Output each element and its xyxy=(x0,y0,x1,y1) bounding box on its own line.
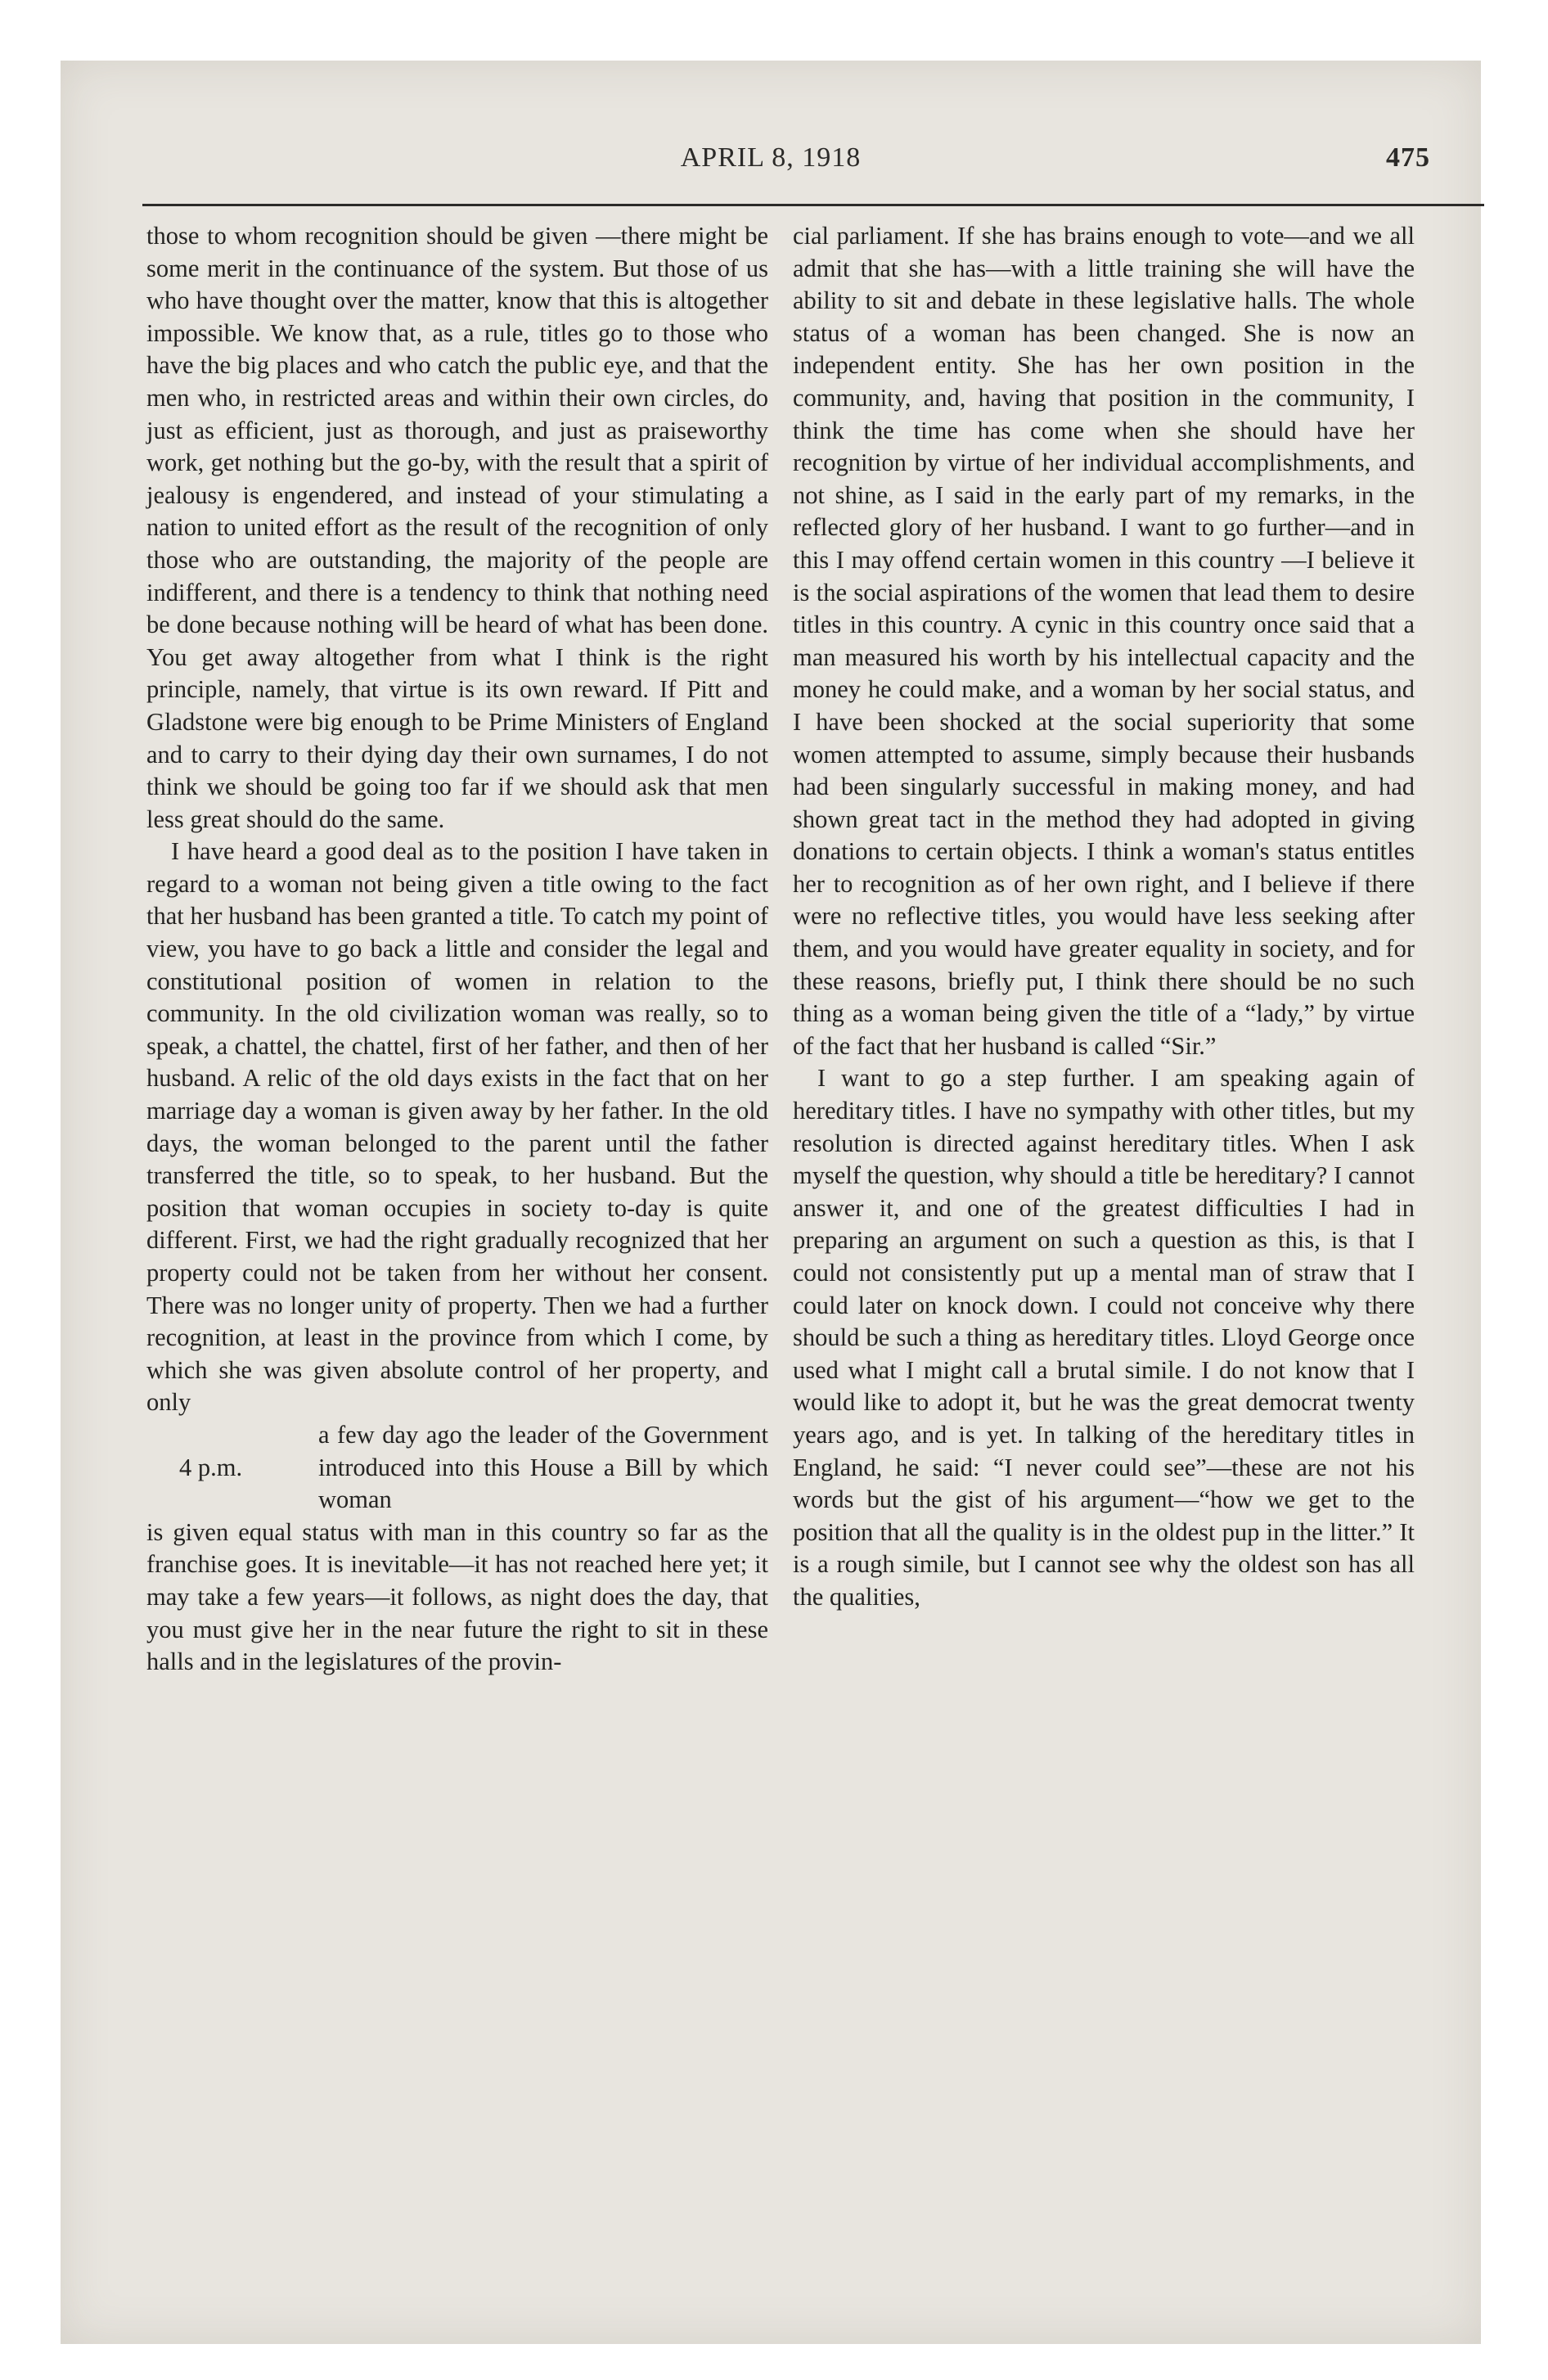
running-head xyxy=(61,142,1481,175)
time-marker-gutter xyxy=(146,1419,318,1517)
scanned-page xyxy=(61,61,1481,2344)
left-paragraph-1: those to whom recognition should be given —there might be some merit in the continuance of the system. But those of us who have thought over the matter, know that this is altogether impossible. We know that, as a rule, titles go to those who have the big places and who catch the public eye, and that the men who, in restricted areas and within their own circles, do just as efficient, just as thorough, and just as praiseworthy work, get nothing but the go-by, with the result that a spirit of jealousy is engendered, and instead of your stimulating a nation to united effort as the result of the recognition of only those who are outstanding, the majority of the people are indifferent, and there is a tendency to think that nothing need be done because nothing will be heard of what has been done. You get away altogether from what I think is the right principle, namely, that virtue is its own reward. If Pitt and Gladstone were big enough to be Prime Ministers of England and to carry to their dying day their own surnames, I do not think we should be going too far if we should ask that men less great should do the same. xyxy=(146,222,768,833)
time-marker: 4 p.m. xyxy=(179,1453,243,1481)
right-column xyxy=(793,220,1415,1614)
left-paragraph-2: I have heard a good deal as to the position I have taken in regard to a woman not being given a title owing to the fact that her husband has been granted a title. To catch my point of view, you have to go back a little and consider the legal and constitutional position of women in relation to the community. In the old civilization woman was really, so to speak, a chattel, the chattel, first of her father, and then of her husband. A relic of the old days exists in the fact that on her marriage day a woman is given away by her father. In the old days, the woman belonged to the parent until the father transferred the title, so to speak, to her husband. But the position that woman occupies in society to-day is quite different. First, we had the right gradually recognized that her property could not be taken from her without her consent. There was no longer unity of property. Then we had a further recognition, at least in the province from which I come, by which she was given absolute control of her property, and only xyxy=(146,837,768,1417)
header-rule xyxy=(142,204,1484,206)
page-number: 475 xyxy=(1386,142,1430,173)
page-date: APRIL 8, 1918 xyxy=(680,142,862,173)
left-column xyxy=(146,220,768,1679)
time-marker-block xyxy=(146,1419,768,1517)
left-paragraph-2-time-text: a few day ago the leader of the Government introduced into this House a Bill by which woman xyxy=(318,1420,768,1514)
right-paragraph-1: cial parliament. If she has brains enough to vote—and we all admit that she has—with a little training she will have the ability to sit and debate in these legislative halls. The whole status of a woman has been changed. She is now an independent entity. She has her own position in the community, and, having that position in the community, I think the time has come when she should have her recognition by virtue of her individual accomplishments, and not shine, as I said in the early part of my remarks, in the reflected glory of her husband. I want to go further—and in this I may offend certain women in this country —I believe it is the social aspirations of the women that lead them to desire titles in this country. A cynic in this country once said that a man measured his worth by his intellectual capacity and the money he could make, and a woman by her social status, and I have been shocked at the social superiority that some women attempted to assume, simply because their husbands had been singularly successful in making money, and had shown great tact in the method they had adopted in giving donations to certain objects. I think a woman's status entitles her to recognition as of her own right, and I believe if there were no reflective titles, you would have less seeking after them, and you would have greater equality in society, and for these reasons, briefly put, I think there should be no such thing as a woman being given the title of a “lady,” by virtue of the fact that her husband is called “Sir.” xyxy=(793,222,1415,1060)
right-paragraph-2: I want to go a step further. I am speaking again of hereditary titles. I have no sympathy with other titles, but my resolution is directed against hereditary titles. When I ask myself the question, why should a title be hereditary? I cannot answer it, and one of the greatest difficulties I had in preparing an argument on such a question as this, is that I could not consistently put up a mental man of straw that I could later on knock down. I could not conceive why there should be such a thing as hereditary titles. Lloyd George once used what I might call a brutal simile. I do not know that I would like to adopt it, but he was the great democrat twenty years ago, and is yet. In talking of the hereditary titles in England, he said: “I never could see”—these are not his words but the gist of his argument—“how we get to the position that all the quality is in the oldest pup in the litter.” It is a rough simile, but I cannot see why the oldest son has all the qualities, xyxy=(793,1064,1415,1611)
left-paragraph-2-end: is given equal status with man in this country so far as the franchise goes. It is inevitable—it has not reached here yet; it may take a few years—it follows, as night does the day, that you must give her in the near future the right to sit in these halls and in the legislatures of the provin- xyxy=(146,1517,768,1676)
